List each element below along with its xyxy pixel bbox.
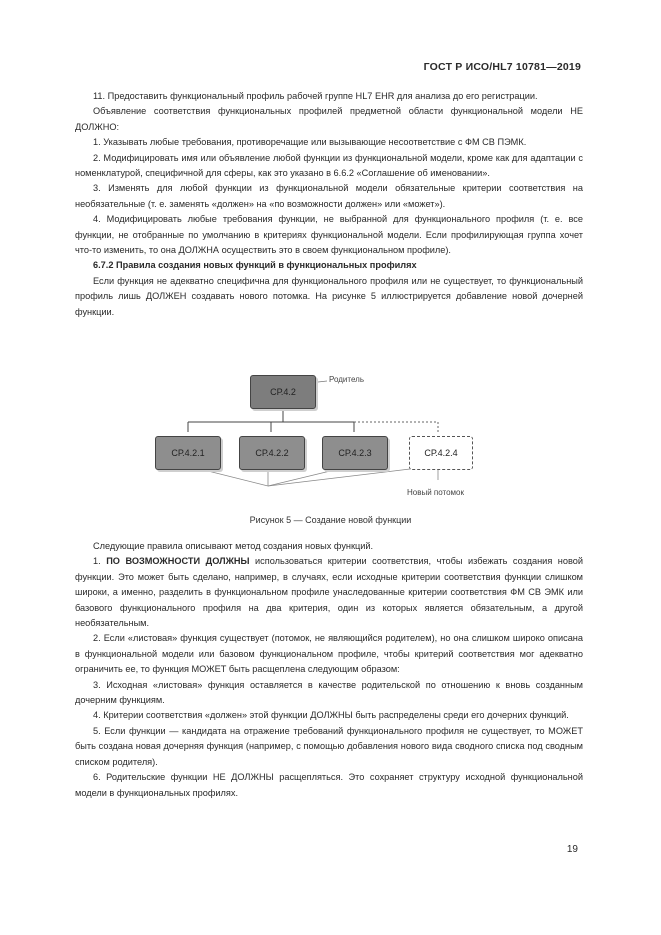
child-function-box-2 — [239, 436, 305, 470]
rule-4: 4. Критерии соответствия «должен» этой функции ДОЛЖНЫ быть распределены среди его дочерних функций. — [93, 710, 569, 721]
child-function-label-1: СР.4.2.1 — [171, 448, 205, 458]
list-item-4: 4. Модифицировать любые требования функции, не выбранной для функционального профиля (т. е. все функции, не отобранные по умолчанию в критериях функциональной модели. Если профилирующая группа хочет что-то изменить, то она ДОЛЖНА осуществить это в своем функциональном профиле). — [75, 214, 583, 256]
rule-6: 6. Родительские функции НЕ ДОЛЖНЫ расщепляться. Это сохраняет структуру исходной функциональной модели в функциональных профилях. — [75, 772, 583, 798]
rule-5: 5. Если функции — кандидата на отражение требований функционального профиля не существует, то МОЖЕТ быть создана новая дочерняя функция (например, с помощью добавления нового вида сводного списка под сводным списком родителя). — [75, 725, 583, 767]
child-function-box-3 — [322, 436, 388, 470]
rule-1-number: 1. — [93, 556, 107, 567]
child-function-label-2: СР.4.2.2 — [255, 448, 289, 458]
rule-1 — [75, 554, 583, 631]
rule-1-emphasis: ПО ВОЗМОЖНОСТИ ДОЛЖНЫ — [106, 556, 250, 567]
list-item-1: 1. Указывать любые требования, противоречащие или вызывающие несоответствие с ФМ СВ ПЭМК. — [93, 137, 527, 148]
rule-3: 3. Исходная «листовая» функция оставляется в качестве родительской по отношению к вновь созданным дочерним функциям. — [75, 679, 583, 706]
page-number: 19 — [566, 844, 578, 855]
child-function-label-3: СР.4.2.3 — [338, 448, 372, 458]
figure-caption: Рисунок 5 — Создание новой функции — [249, 515, 412, 525]
parent-caption: Родитель — [329, 375, 364, 384]
child-function-box-1 — [155, 436, 221, 470]
standard-header: ГОСТ Р ИСО/HL7 10781—2019 — [423, 61, 581, 73]
rule-2: 2. Если «листовая» функция существует (потомок, не являющийся родителем), но она слишком широко описана в функциональной модели или базовом функциональном профиле, чтобы критерий соответствия мог адекватно ограничить ее, то функция МОЖЕТ быть расщеплена следующим образом: — [75, 633, 583, 675]
function-diagram — [75, 370, 583, 510]
new-child-function-box — [409, 436, 473, 470]
new-child-function-label: СР.4.2.4 — [424, 448, 458, 458]
parent-function-label: СР.4.2 — [270, 387, 296, 397]
text-block-1 — [75, 89, 583, 320]
list-item-3: 3. Изменять для любой функции из функциональной модели обязательные критерии соответствия на необязательные (т. е. заменять «должен» на «по возможности должен» или «может»). — [75, 183, 583, 209]
rules-intro: Следующие правила описывают метод создания новых функций. — [93, 541, 374, 551]
list-item-2: 2. Модифицировать имя или объявление любой функции из функциональной модели, кроме как для адаптации с номенклатурой, специфичной для сферы, как это указано в 6.6.2 «Соглашение об именовании». — [75, 152, 583, 179]
text-block-2 — [75, 539, 583, 801]
section-title: 6.7.2 Правила создания новых функций в функциональных профилях — [93, 260, 417, 271]
rule-1-text: использоваться критерии соответствия, чтобы избежать создания новой функции. Это может быть сделано, например, в случаях, если исходные критерии соответствия функции слишком широки, а именно, разделить в функциональном профиле унаследованные критерии соответствия ФМ СВ ЭМК или базового функционального профиля на два критерия, один из которых является обязательным, а другой необязательным. — [75, 556, 584, 629]
parent-function-box — [250, 375, 316, 409]
new-child-link — [354, 422, 438, 432]
paragraph-item-11: 11. Предоставить функциональный профиль рабочей группе HL7 EHR для анализа до его регистрации. — [93, 91, 538, 101]
section-paragraph: Если функция не адекватно специфична для функционального профиля или не существует, то функциональный профиль лишь ДОЛЖЕН создавать нового потомка. На рисунке 5 иллюстрируется добавление новой дочерней функции. — [75, 275, 583, 317]
new-child-caption: Новый потомок — [407, 488, 464, 497]
paragraph-intro: Объявление соответствия функциональных профилей предметной области функциональной модели НЕ ДОЛЖНО: — [75, 106, 583, 132]
